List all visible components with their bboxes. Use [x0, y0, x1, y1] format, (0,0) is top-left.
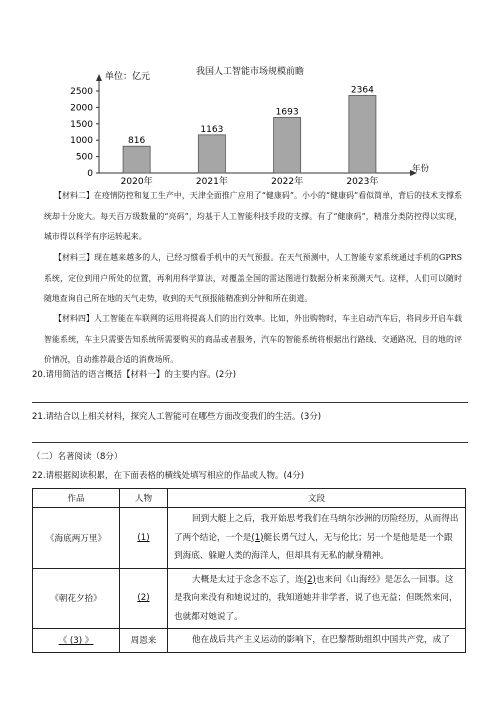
bar	[123, 146, 150, 173]
y-tick-label: 0	[87, 169, 93, 179]
bar	[349, 95, 376, 173]
chart-title: 我国人工智能市场规模前瞻	[195, 67, 304, 77]
work-cell: 《朝花夕拾》	[33, 568, 120, 629]
question-22: 22.请根据阅读积累，在下面表格的横线处填写相应的作品或人物。(4分)	[32, 471, 305, 481]
table-row	[33, 568, 466, 629]
section-heading: （二）名著阅读（8分）	[32, 452, 123, 462]
bar-value-label: 1163	[200, 124, 224, 135]
passage-text: 大概是太过于念念不忘了，连	[192, 574, 304, 585]
y-tick-label: 2000	[70, 103, 93, 114]
y-axis-arrow	[96, 74, 102, 81]
passage-blank[interactable]: (2)	[303, 574, 316, 585]
answer-line[interactable]	[32, 402, 468, 403]
header-work: 作品	[33, 489, 120, 508]
work-blank[interactable]: 《 (3) 》	[33, 629, 120, 653]
passage-text: 回到大艇上之后，我开始思考我们在马纳尔沙洲的历险经历，从而得出了两个结论，一个是	[174, 514, 459, 543]
unit-label: 单位：亿元	[105, 72, 151, 82]
bar	[274, 117, 301, 173]
x-axis-label: 年份	[412, 164, 430, 174]
question-20: 20.请用简洁的语言概括【材料一】的主要内容。(2分)	[32, 370, 237, 380]
table-row	[33, 629, 466, 653]
passage-text: 他在战后共产主义运动的影响下，在巴黎帮助组织中国共产党，成了	[192, 635, 450, 645]
header-passage: 文段	[168, 489, 466, 508]
answer-line[interactable]	[32, 442, 468, 443]
person-cell: 周恩来	[120, 629, 168, 653]
header-person: 人物	[120, 489, 168, 508]
y-tick-label: 500	[75, 152, 93, 163]
y-tick-label: 1000	[70, 136, 93, 147]
person-blank[interactable]: (2)	[120, 568, 168, 629]
table-header-row	[33, 489, 466, 508]
person-blank[interactable]: (1)	[120, 508, 168, 569]
passage-blank[interactable]: (1)	[251, 532, 264, 543]
x-tick-label: 2020年	[120, 177, 153, 187]
material-2: 【材料二】在疫情防控和复工生产中，天津全面推广应用了“健康码”。小小的“健康码”看似简单，背后的技术支撑系统却十分庞大。每天百万级数量的“亮码”，均基于人工智能科技手段的支撑。有了“健康码”，精准分类防控得以实现，城市得以科学有序运转起来。	[44, 191, 462, 241]
bar-chart	[0, 0, 500, 200]
question-21: 21.请结合以上相关材料，探究人工智能可在哪些方面改变我们的生活。(3分)	[32, 412, 322, 422]
bar-value-label: 1693	[275, 107, 299, 118]
works-table	[32, 488, 466, 653]
passage-cell	[168, 629, 466, 653]
table-row	[33, 508, 466, 569]
y-tick-label: 2500	[70, 87, 93, 97]
passage-text: 也来问《山海经》是怎么一回事。这是我向来没有和她说过的，我知道她并非学者，说了也无益；但既然来问，也就都对她说了。	[174, 574, 458, 622]
x-tick-label: 2022年	[271, 177, 304, 187]
x-tick-label: 2021年	[195, 177, 228, 187]
passage-cell	[168, 568, 466, 629]
bar	[198, 135, 225, 173]
work-cell: 《海底两万里》	[33, 508, 120, 569]
material-3: 【材料三】现在越来越多的人，已经习惯看手机中的天气预报。在天气预测中，人工智能专家系统通过手机的GPRS系统，定位到用户所处的位置，再利用科学算法，对覆盖全国的雷达图进行数据分析来预测天气。这样，人们可以随时随地查询自己所在地的天气走势，收到的天气预报能精准到分钟和所在街道。	[44, 253, 462, 303]
bar-value-label: 2364	[350, 85, 374, 96]
passage-text: 艇长勇气过人，无与伦比；另一个是他是是一个跟到海底、躲避人类的海洋人，但却具有无私的献身精神。	[174, 532, 453, 561]
passage-cell	[168, 508, 466, 569]
material-4: 【材料四】人工智能在车联网的运用将提高人们的出行效率。比如，外出购物时，车主启动汽车后，将同步开启车载智能系统，车主只需要告知系统所需要购买的商品或者服务，汽车的智能系统将根据出行路线、交通路况、目的地的评价情况，自动推荐最合适的消费场所。	[44, 314, 462, 364]
x-tick-label: 2023年	[346, 177, 379, 187]
bar-value-label: 816	[128, 136, 146, 147]
y-tick-label: 1500	[70, 119, 93, 130]
